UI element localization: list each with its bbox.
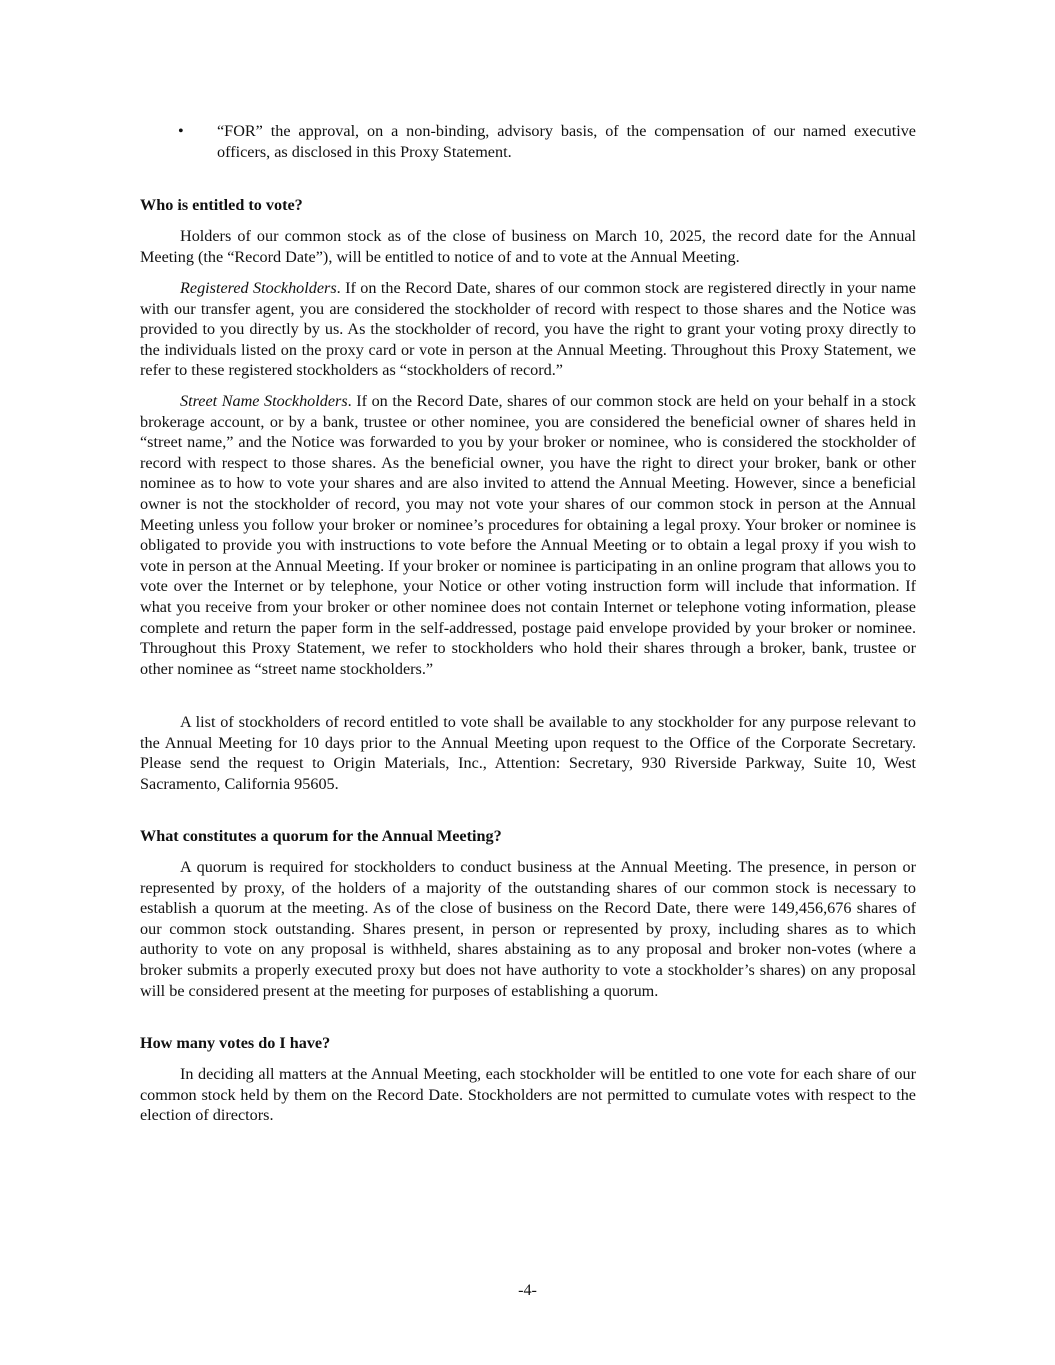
heading-how-many-votes: How many votes do I have? <box>140 1034 331 1052</box>
heading-quorum: What constitutes a quorum for the Annual Meeting? <box>140 827 502 845</box>
paragraph-street-name-stockholders <box>140 391 916 679</box>
paragraph-registered-stockholders <box>140 278 916 381</box>
label-street-name-stockholders: Street Name Stockholders <box>180 392 348 410</box>
paragraph-stockholder-list: A list of stockholders of record entitled to vote shall be available to any stockholder for any purpose relevant to the Annual Meeting for 10 days prior to the Annual Meeting upon request to the Office of the Corporate Secretary. Please send the request to Origin Materials, Inc., Attention: Secretary, 930 Riverside Parkway, Suite 10, West Sacramento, California 95605. <box>140 713 916 793</box>
page-number: -4- <box>518 1281 537 1299</box>
bullet-marker: • <box>178 122 184 140</box>
paragraph-record-date: Holders of our common stock as of the close of business on March 10, 2025, the record date for the Annual Meeting (the “Record Date”), will be entitled to notice of and to vote at the Annual Meeting. <box>140 227 916 266</box>
paragraph-votes: In deciding all matters at the Annual Meeting, each stockholder will be entitled to one vote for each share of our common stock held by them on the Record Date. Stockholders are not permitted to cumulate votes with respect to the election of directors. <box>140 1065 916 1125</box>
paragraph-quorum: A quorum is required for stockholders to conduct business at the Annual Meeting. The presence, in person or represented by proxy, of the holders of a majority of the outstanding shares of our common stock is necessary to establish a quorum at the meeting. As of the close of business on the Record Date, there were 149,456,676 shares of our common stock outstanding. Shares present, in person or represented by proxy, including shares as to which authority to vote on any proposal is withheld, shares abstaining as to any proposal and broker non-votes (where a broker submits a properly executed proxy but does not have authority to vote a stockholder’s shares) on any proposal will be considered present at the meeting for purposes of establishing a quorum. <box>140 858 916 1000</box>
text-street-name-stockholders: . If on the Record Date, shares of our common stock are held on your behalf in a stock brokerage account, or by a bank, trustee or other nominee, you are considered the beneficial owner of shares held in “street name,” and the Notice was forwarded to you by your broker or nominee, who is considered the stockholder of record with respect to those shares. As the beneficial owner, you have the right to direct your broker, bank or other nominee as to how to vote your shares and are also invited to attend the Annual Meeting. However, since a beneficial owner is not the stockholder of record, you may not vote your shares of our common stock in person at the Annual Meeting unless you follow your broker or nominee’s procedures for obtaining a legal proxy. Your broker or nominee is obligated to provide you with instructions to vote before the Annual Meeting or to obtain a legal proxy if you wish to vote in person at the Annual Meeting. If your broker or nominee is participating in an online program that allows you to vote over the Internet or by telephone, your Notice or other voting instruction form will include that information. If what you receive from your broker or other nominee does not contain Internet or telephone voting information, please complete and return the paper form in the self-addressed, postage paid envelope provided by your broker or nominee. Throughout this Proxy Statement, we refer to stockholders who hold their shares through a broker, bank, trustee or other nominee as “street name stockholders.” <box>140 392 916 678</box>
bullet-item <box>140 121 916 162</box>
heading-who-is-entitled-to-vote: Who is entitled to vote? <box>140 196 303 214</box>
text-registered-stockholders: . If on the Record Date, shares of our common stock are registered directly in your name with our transfer agent, you are considered the stockholder of record with respect to those shares and the Notice was provided to you directly by us. As the stockholder of record, you have the right to grant your voting proxy directly to the individuals listed on the proxy card or vote in person at the Annual Meeting. Throughout this Proxy Statement, we refer to these registered stockholders as “stockholders of record.” <box>140 279 916 380</box>
bullet-text: “FOR” the approval, on a non-binding, advisory basis, of the compensation of our named executive officers, as disclosed in this Proxy Statement. <box>217 122 916 161</box>
label-registered-stockholders: Registered Stockholders <box>180 279 337 297</box>
